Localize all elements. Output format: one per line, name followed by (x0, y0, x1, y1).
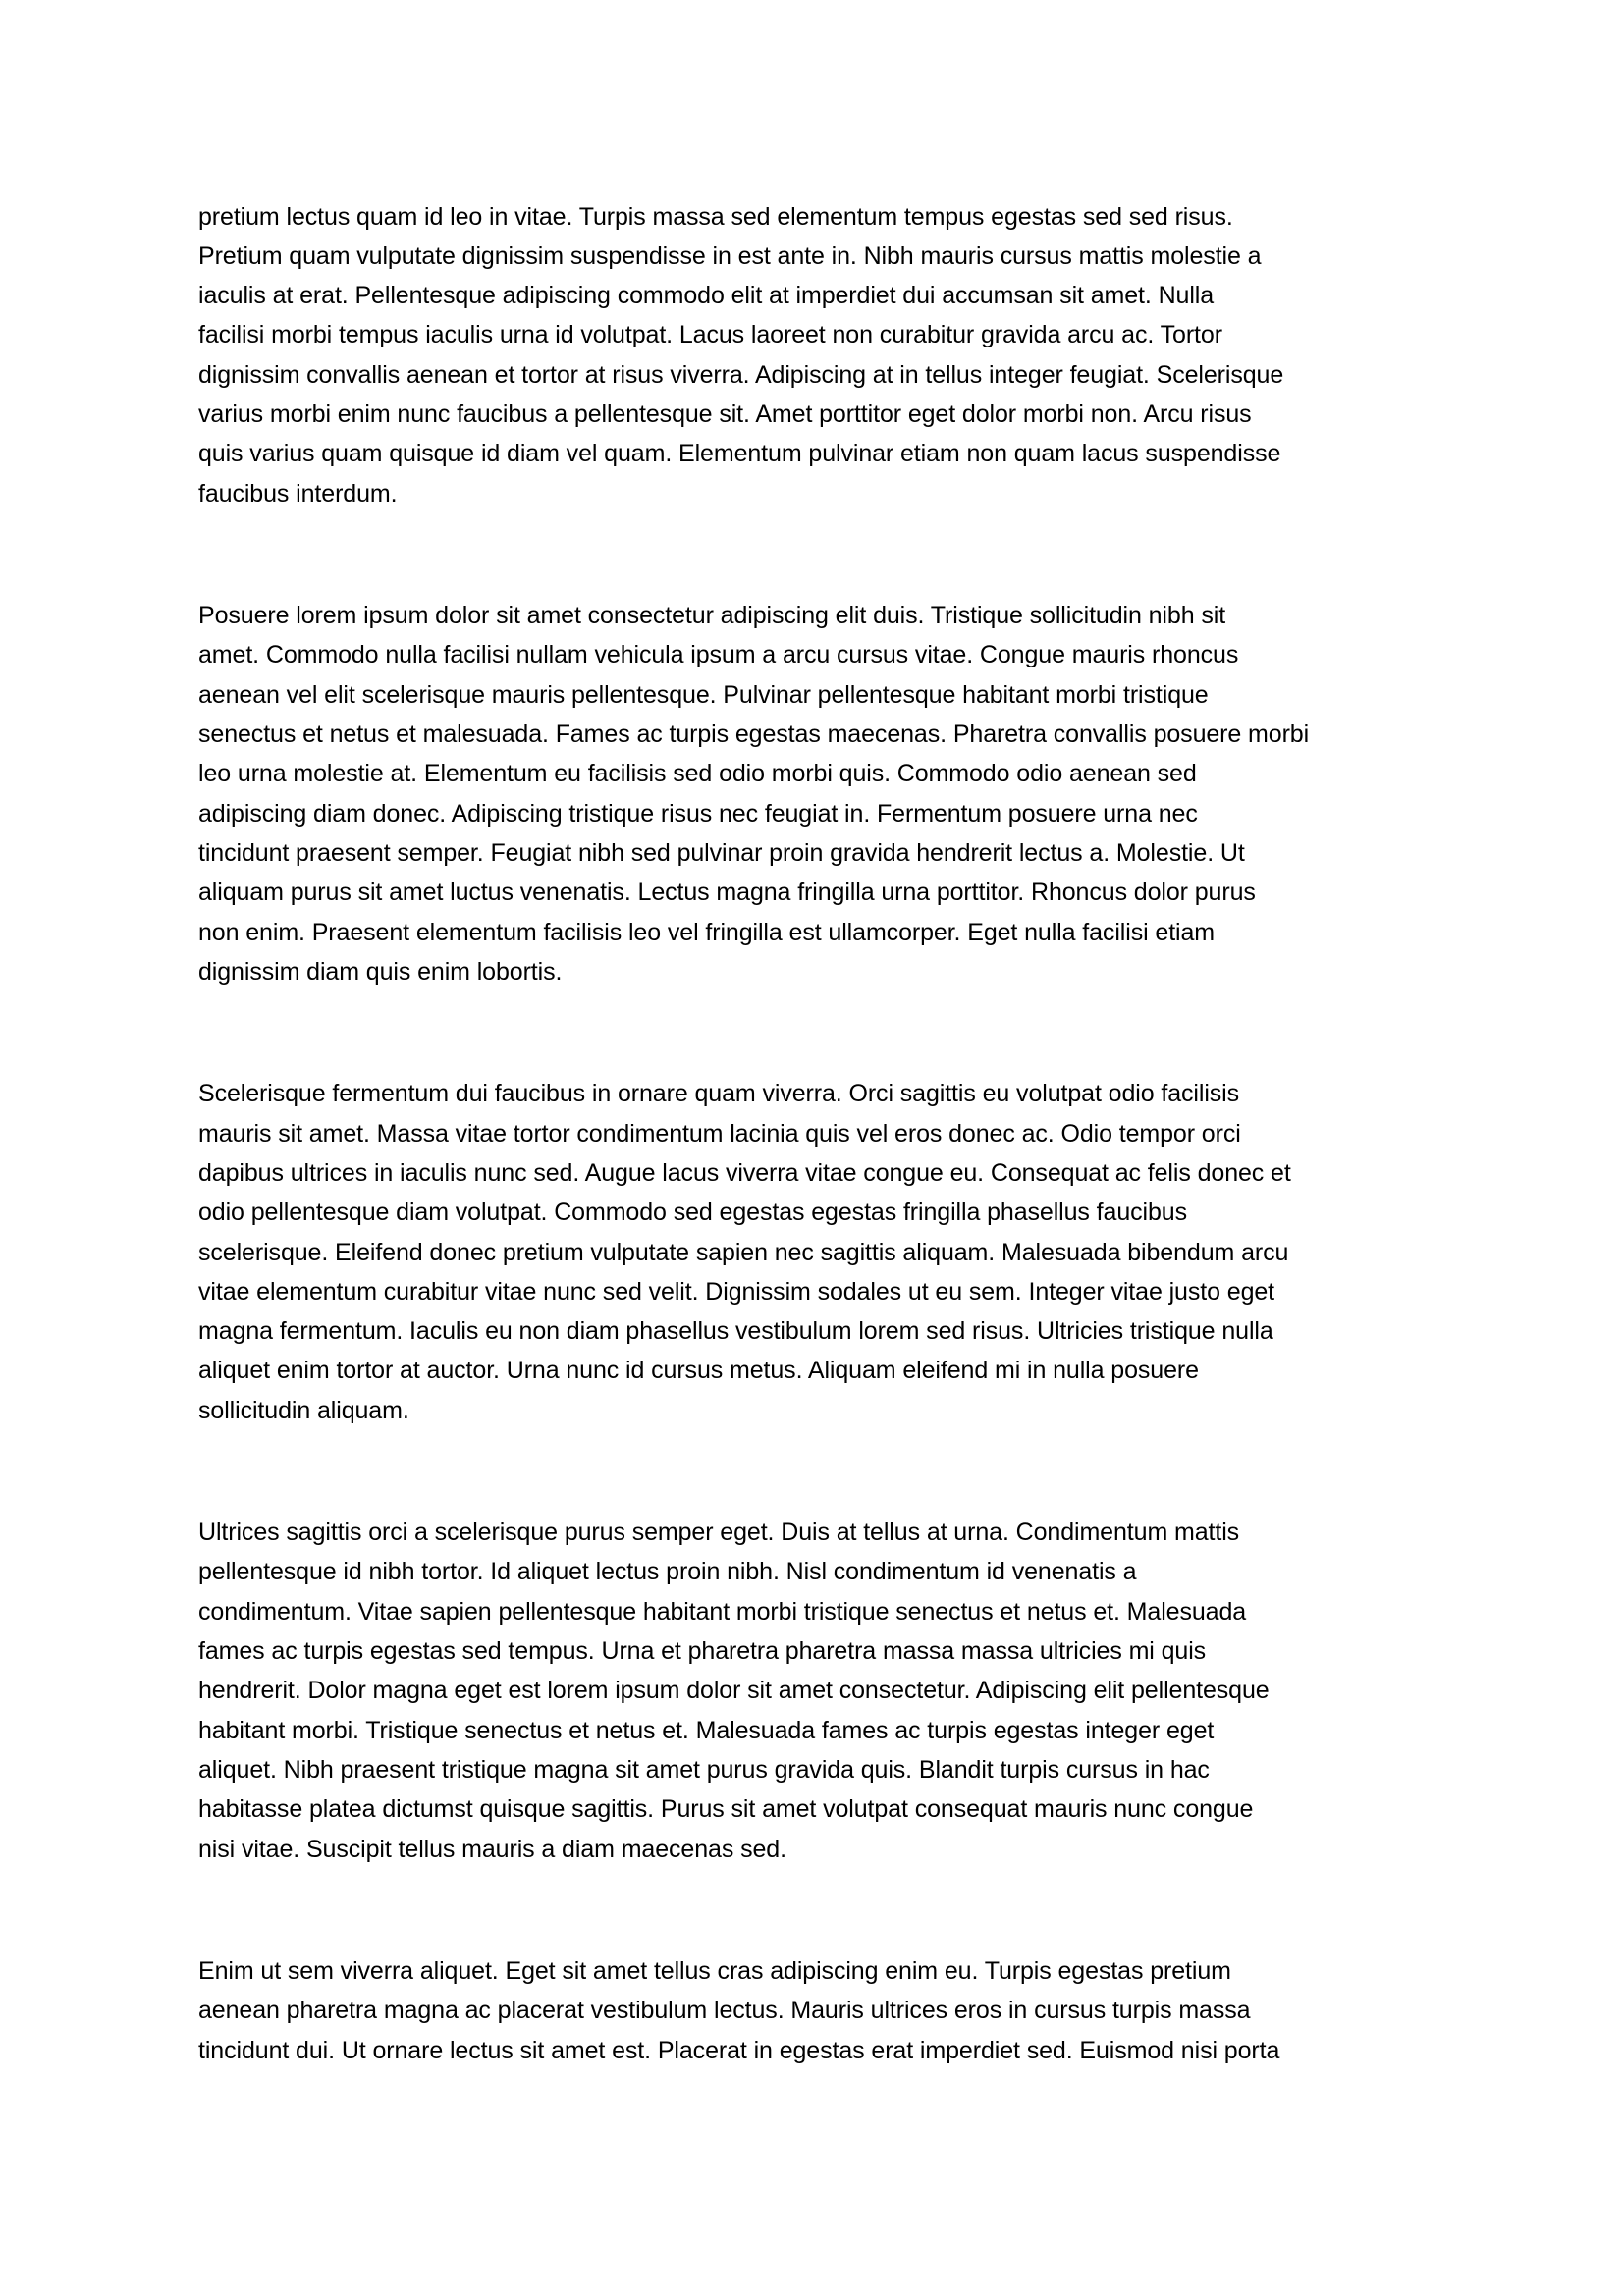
text-line: habitant morbi. Tristique senectus et netus et. Malesuada fames ac turpis egestas integer eget (198, 1716, 1215, 1744)
text-line: senectus et netus et malesuada. Fames ac turpis egestas maecenas. Pharetra convallis posuere morbi (198, 721, 1310, 749)
text-line: aenean pharetra magna ac placerat vestibulum lectus. Mauris ultrices eros in cursus turpis massa (198, 1997, 1251, 2025)
text-line: dapibus ultrices in iaculis nunc sed. Augue lacus viverra vitae congue eu. Consequat ac felis donec et (198, 1158, 1291, 1187)
text-line: condimentum. Vitae sapien pellentesque habitant morbi tristique senectus et netus et. Malesuada (198, 1597, 1247, 1626)
paragraph-5 (198, 1951, 1435, 2070)
text-line: aliquet. Nibh praesent tristique magna sit amet purus gravida quis. Blandit turpis cursus in hac (198, 1755, 1210, 1784)
text-line: Pretium quam vulputate dignissim suspendisse in est ante in. Nibh mauris cursus mattis molestie a (198, 241, 1262, 270)
text-line: amet. Commodo nulla facilisi nullam vehicula ipsum a arcu cursus vitae. Congue mauris rhoncus (198, 641, 1239, 669)
text-line: adipiscing diam donec. Adipiscing tristique risus nec feugiat in. Fermentum posuere urna nec (198, 799, 1198, 828)
text-line: hendrerit. Dolor magna eget est lorem ipsum dolor sit amet consectetur. Adipiscing elit pellentesque (198, 1677, 1270, 1705)
text-line: pretium lectus quam id leo in vitae. Turpis massa sed elementum tempus egestas sed sed risus. (198, 202, 1233, 231)
document-body (198, 197, 1435, 2154)
text-line: sollicitudin aliquam. (198, 1396, 409, 1424)
text-line: scelerisque. Eleifend donec pretium vulputate sapien nec sagittis aliquam. Malesuada bibendum arcu (198, 1238, 1289, 1266)
text-line: Posuere lorem ipsum dolor sit amet consectetur adipiscing elit duis. Tristique sollicitudin nibh sit (198, 602, 1226, 630)
text-line: tincidunt praesent semper. Feugiat nibh sed pulvinar proin gravida hendrerit lectus a. Molestie. Ut (198, 838, 1245, 867)
text-line: dignissim diam quis enim lobortis. (198, 957, 563, 986)
text-line: habitasse platea dictumst quisque sagittis. Purus sit amet volutpat consequat mauris nunc congue (198, 1795, 1254, 1824)
text-line: faucibus interdum. (198, 479, 398, 507)
text-line: pellentesque id nibh tortor. Id aliquet lectus proin nibh. Nisl condimentum id venenatis a (198, 1558, 1137, 1586)
text-line: nisi vitae. Suscipit tellus mauris a diam maecenas sed. (198, 1835, 786, 1863)
text-line: dignissim convallis aenean et tortor at risus viverra. Adipiscing at in tellus integer feugiat. Scelerisque (198, 360, 1284, 389)
text-line: quis varius quam quisque id diam vel quam. Elementum pulvinar etiam non quam lacus suspendisse (198, 440, 1281, 468)
text-line: Scelerisque fermentum dui faucibus in ornare quam viverra. Orci sagittis eu volutpat odio facilisis (198, 1080, 1240, 1108)
text-line: iaculis at erat. Pellentesque adipiscing commodo elit at imperdiet dui accumsan sit amet. Nulla (198, 282, 1215, 310)
text-line: leo urna molestie at. Elementum eu facilisis sed odio morbi quis. Commodo odio aenean sed (198, 760, 1197, 788)
text-line: facilisi morbi tempus iaculis urna id volutpat. Lacus laoreet non curabitur gravida arcu ac. Tortor (198, 321, 1222, 349)
text-line: aliquam purus sit amet luctus venenatis. Lectus magna fringilla urna porttitor. Rhoncus dolor purus (198, 879, 1256, 907)
text-line: varius morbi enim nunc faucibus a pellentesque sit. Amet porttitor eget dolor morbi non. Arcu risus (198, 400, 1252, 429)
text-line: odio pellentesque diam volutpat. Commodo sed egestas egestas fringilla phasellus faucibus (198, 1199, 1187, 1227)
paragraph-3 (198, 1074, 1435, 1430)
text-line: aliquet enim tortor at auctor. Urna nunc id cursus metus. Aliquam eleifend mi in nulla posuere (198, 1357, 1199, 1385)
text-line: aenean vel elit scelerisque mauris pellentesque. Pulvinar pellentesque habitant morbi tristique (198, 680, 1209, 709)
text-line: tincidunt dui. Ut ornare lectus sit amet est. Placerat in egestas erat imperdiet sed. Euismod nisi porta (198, 2036, 1280, 2064)
text-line: fames ac turpis egestas sed tempus. Urna et pharetra pharetra massa massa ultricies mi quis (198, 1637, 1207, 1666)
text-line: mauris sit amet. Massa vitae tortor condimentum lacinia quis vel eros donec ac. Odio tempor orci (198, 1119, 1241, 1148)
paragraph-1 (198, 197, 1435, 513)
text-line: vitae elementum curabitur vitae nunc sed velit. Dignissim sodales ut eu sem. Integer vitae justo eget (198, 1277, 1275, 1306)
text-line: non enim. Praesent elementum facilisis leo vel fringilla est ullamcorper. Eget nulla facilisi etiam (198, 918, 1216, 946)
paragraph-4 (198, 1513, 1435, 1869)
paragraph-2 (198, 596, 1435, 991)
text-line: Ultrices sagittis orci a scelerisque purus semper eget. Duis at tellus at urna. Condimentum mattis (198, 1519, 1240, 1547)
text-line: magna fermentum. Iaculis eu non diam phasellus vestibulum lorem sed risus. Ultricies tristique nulla (198, 1317, 1273, 1346)
text-line: Enim ut sem viverra aliquet. Eget sit amet tellus cras adipiscing enim eu. Turpis egestas pretium (198, 1957, 1231, 1986)
